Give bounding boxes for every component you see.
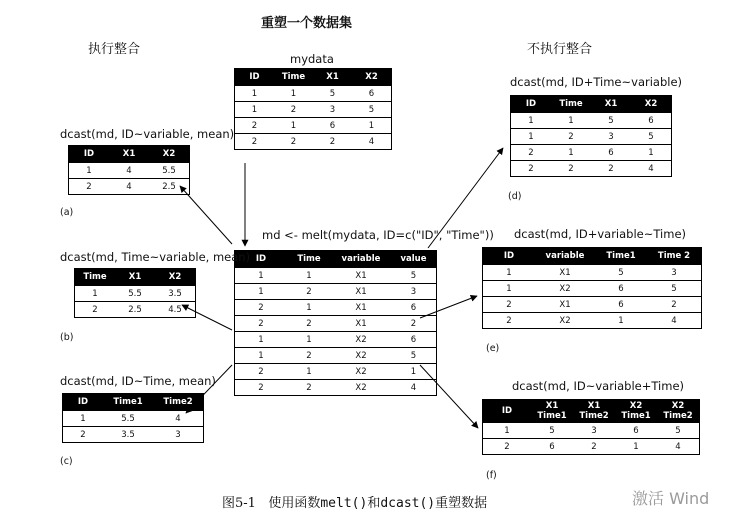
c-cell: 3	[153, 427, 204, 443]
f-cell: 1	[483, 423, 532, 439]
e-cell: 1	[483, 265, 536, 281]
mydata-cell: 5	[352, 102, 392, 118]
melt-cell: 4	[391, 380, 437, 396]
e-cell: X2	[535, 313, 595, 329]
b-cell: 4.5	[155, 302, 196, 318]
e-cell: 2	[647, 297, 702, 313]
arrow-melt-to-c	[186, 365, 232, 413]
c-label: dcast(md, ID~Time, mean)	[60, 374, 216, 388]
f-tag: (f)	[486, 470, 497, 481]
melt-cell: 2	[391, 316, 437, 332]
mydata-cell: 2	[274, 102, 313, 118]
f-cell: 1	[615, 439, 657, 455]
b-cell: 1	[75, 286, 116, 302]
a-col-header: ID	[69, 145, 110, 163]
d-cell: 1	[631, 145, 672, 161]
mydata-cell: 1	[235, 86, 275, 102]
melt-cell: X1	[331, 316, 391, 332]
caption-code2: dcast()	[380, 496, 436, 511]
e-cell: 3	[647, 265, 702, 281]
f-cell: 6	[531, 439, 573, 455]
f-cell: 5	[531, 423, 573, 439]
main-title: 重塑一个数据集	[261, 16, 353, 31]
c-cell: 4	[153, 411, 204, 427]
c-tag: (c)	[60, 456, 73, 467]
f-col-header-line: X1	[545, 401, 559, 411]
melt-cell: 5	[391, 268, 437, 284]
c-cell: 1	[63, 411, 104, 427]
melt-cell: 2	[287, 316, 331, 332]
f-label: dcast(md, ID~variable+Time)	[512, 379, 685, 393]
e-cell: 2	[483, 297, 536, 313]
f-cell: 4	[657, 439, 700, 455]
melt-cell: 2	[235, 364, 288, 380]
melt-cell: 1	[235, 268, 288, 284]
f-col-header-line: X2	[629, 401, 643, 411]
left-heading: 执行整合	[88, 42, 141, 57]
f-col-header-line: Time2	[663, 411, 693, 421]
mydata-label: mydata	[290, 52, 334, 66]
d-cell: 2	[591, 161, 631, 177]
melt-col-header: value	[391, 250, 437, 268]
mydata-col-header: X2	[352, 68, 392, 86]
d-cell: 6	[631, 113, 672, 129]
e-cell: X1	[535, 265, 595, 281]
e-cell: 6	[595, 297, 647, 313]
a-cell: 1	[69, 163, 110, 179]
f-cell: 2	[483, 439, 532, 455]
melt-cell: 2	[235, 380, 288, 396]
arrow-melt-to-b	[182, 305, 232, 330]
caption-prefix: 图5-1	[222, 496, 256, 511]
mydata-cell: 4	[352, 134, 392, 150]
melt-col-header: variable	[331, 250, 391, 268]
melt-cell: 1	[287, 300, 331, 316]
mydata-cell: 1	[274, 86, 313, 102]
e-cell: 1	[483, 281, 536, 297]
f-cell: 5	[657, 423, 700, 439]
a-label: dcast(md, ID~variable, mean)	[60, 127, 235, 141]
a-cell: 4	[109, 163, 149, 179]
c-col-header: ID	[63, 393, 104, 411]
b-cell: 3.5	[155, 286, 196, 302]
e-cell: 5	[595, 265, 647, 281]
e-cell: X2	[535, 281, 595, 297]
c-col-header: Time1	[103, 393, 153, 411]
a-cell: 2.5	[149, 179, 190, 195]
caption-text2: 和	[367, 496, 381, 511]
melt-col-header: Time	[287, 250, 331, 268]
watermark: 激活 Wind	[632, 489, 710, 508]
melt-cell: 1	[287, 268, 331, 284]
a-col-header: X2	[149, 145, 190, 163]
a-tag: (a)	[60, 207, 74, 218]
caption-code1: melt()	[320, 496, 368, 511]
c-cell: 3.5	[103, 427, 153, 443]
melt-cell: 2	[287, 284, 331, 300]
e-col-header: variable	[535, 247, 595, 265]
melt-cell: 2	[235, 300, 288, 316]
f-col-header-line: Time2	[579, 411, 609, 421]
mydata-cell: 2	[274, 134, 313, 150]
melt-cell: 6	[391, 332, 437, 348]
melt-cell: X1	[331, 268, 391, 284]
f-col-header-line: X2	[671, 401, 685, 411]
d-label: dcast(md, ID+Time~variable)	[510, 75, 683, 89]
mydata-col-header: Time	[274, 68, 313, 86]
melt-cell: 1	[287, 364, 331, 380]
melt-cell: 1	[235, 284, 288, 300]
mydata-cell: 3	[313, 102, 352, 118]
melt-label: md <- melt(mydata, ID=c("ID", "Time"))	[262, 228, 494, 242]
b-label: dcast(md, Time~variable, mean)	[60, 250, 251, 264]
d-cell: 5	[591, 113, 631, 129]
d-cell: 5	[631, 129, 672, 145]
right-heading: 不执行整合	[527, 42, 593, 57]
b-cell: 2	[75, 302, 116, 318]
f-cell: 2	[573, 439, 615, 455]
d-col-header: X1	[591, 95, 631, 113]
melt-cell: X2	[331, 380, 391, 396]
e-label: dcast(md, ID+variable~Time)	[514, 227, 687, 241]
d-cell: 2	[511, 161, 552, 177]
b-cell: 5.5	[115, 286, 155, 302]
caption-text3: 重塑数据	[435, 496, 488, 511]
b-col-header: X2	[155, 268, 196, 286]
c-cell: 2	[63, 427, 104, 443]
d-col-header: Time	[551, 95, 591, 113]
e-tag: (e)	[486, 343, 500, 354]
b-tag: (b)	[60, 332, 74, 343]
f-cell: 6	[615, 423, 657, 439]
b-col-header: X1	[115, 268, 155, 286]
mydata-cell: 1	[274, 118, 313, 134]
d-cell: 6	[591, 145, 631, 161]
d-cell: 2	[511, 145, 552, 161]
a-cell: 2	[69, 179, 110, 195]
d-cell: 1	[551, 113, 591, 129]
melt-cell: 5	[391, 348, 437, 364]
f-cell: 3	[573, 423, 615, 439]
d-cell: 1	[511, 129, 552, 145]
d-cell: 2	[551, 161, 591, 177]
melt-cell: 2	[287, 348, 331, 364]
melt-cell: X2	[331, 364, 391, 380]
f-col-header-line: X1	[587, 401, 601, 411]
arrow-melt-to-a	[180, 186, 232, 244]
mydata-cell: 1	[235, 102, 275, 118]
melt-cell: 1	[391, 364, 437, 380]
c-cell: 5.5	[103, 411, 153, 427]
e-cell: 4	[647, 313, 702, 329]
e-col-header: Time 2	[647, 247, 702, 265]
melt-cell: 2	[235, 316, 288, 332]
c-col-header: Time2	[153, 393, 204, 411]
f-col-header-line: Time1	[621, 411, 651, 421]
e-cell: 2	[483, 313, 536, 329]
melt-cell: 1	[287, 332, 331, 348]
mydata-cell: 2	[235, 134, 275, 150]
b-col-header: Time	[75, 268, 116, 286]
melt-cell: X2	[331, 348, 391, 364]
arrow-melt-to-d	[428, 148, 503, 248]
d-col-header: X2	[631, 95, 672, 113]
mydata-cell: 6	[352, 86, 392, 102]
mydata-col-header: ID	[235, 68, 275, 86]
melt-cell: 2	[287, 380, 331, 396]
d-col-header: ID	[511, 95, 552, 113]
melt-cell: 1	[235, 332, 288, 348]
a-cell: 4	[109, 179, 149, 195]
f-col-header-line: Time1	[537, 411, 567, 421]
f-col-header-line: ID	[501, 406, 513, 416]
d-tag: (d)	[508, 191, 522, 202]
mydata-cell: 2	[313, 134, 352, 150]
melt-cell: X2	[331, 332, 391, 348]
d-cell: 1	[511, 113, 552, 129]
d-cell: 4	[631, 161, 672, 177]
e-cell: X1	[535, 297, 595, 313]
mydata-cell: 6	[313, 118, 352, 134]
melt-cell: X1	[331, 300, 391, 316]
mydata-cell: 5	[313, 86, 352, 102]
arrow-melt-to-f	[420, 365, 478, 428]
melt-cell: X1	[331, 284, 391, 300]
melt-cell: 3	[391, 284, 437, 300]
e-cell: 6	[595, 281, 647, 297]
arrow-melt-to-e	[420, 296, 477, 318]
e-cell: 1	[595, 313, 647, 329]
melt-cell: 1	[235, 348, 288, 364]
melt-col-header: ID	[235, 250, 288, 268]
d-cell: 3	[591, 129, 631, 145]
mydata-cell: 1	[352, 118, 392, 134]
d-cell: 2	[551, 129, 591, 145]
b-cell: 2.5	[115, 302, 155, 318]
d-cell: 1	[551, 145, 591, 161]
caption-text1: 使用函数	[268, 496, 321, 511]
a-col-header: X1	[109, 145, 149, 163]
mydata-col-header: X1	[313, 68, 352, 86]
e-cell: 5	[647, 281, 702, 297]
a-cell: 5.5	[149, 163, 190, 179]
e-col-header: ID	[483, 247, 536, 265]
melt-cell: 6	[391, 300, 437, 316]
e-col-header: Time1	[595, 247, 647, 265]
mydata-cell: 2	[235, 118, 275, 134]
figure-caption	[222, 492, 487, 511]
